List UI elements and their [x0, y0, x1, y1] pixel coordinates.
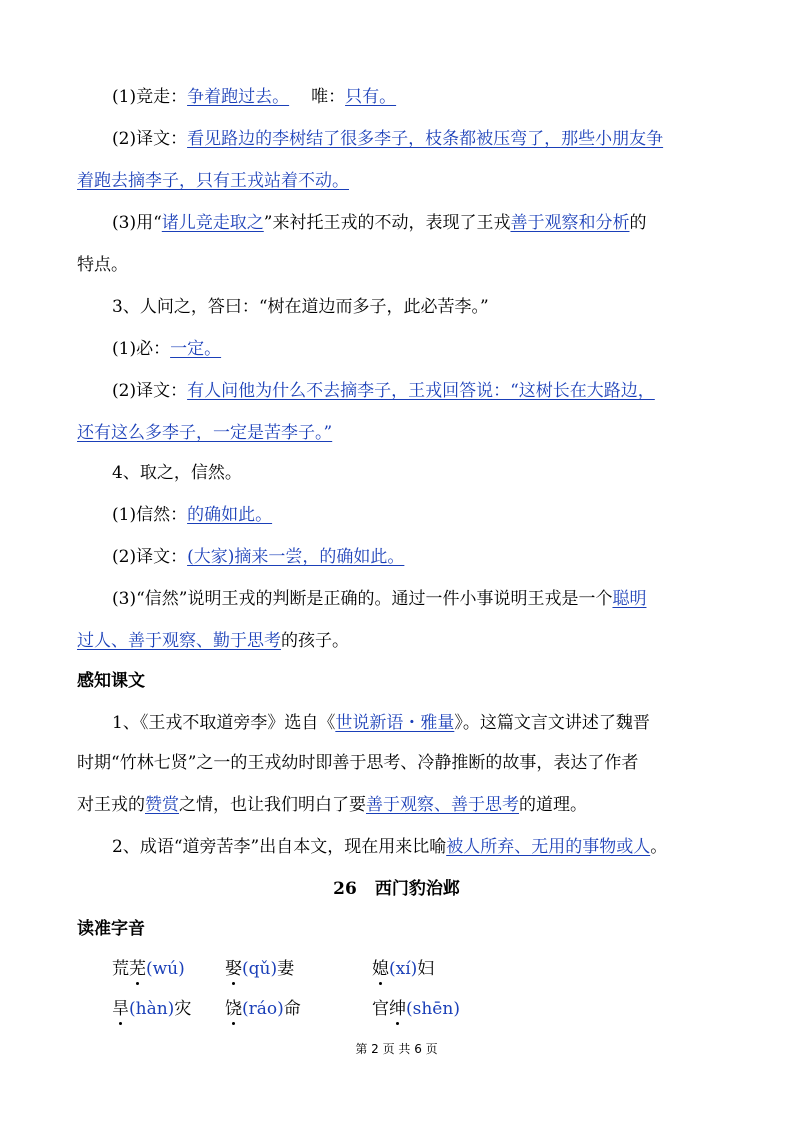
answer-text: 看见路边的李树结了很多李子，枝条都被压弯了，那些小朋友争 — [187, 129, 664, 149]
paragraph-1: 1、《王戎不取道旁李》选自《世说新语・雅量》。这篇文言文讲述了魏晋 — [112, 713, 650, 733]
translation-line: (2)译文：(大家)摘来一尝，的确如此。 — [112, 547, 405, 567]
answer-text: 有人问他为什么不去摘李子，王戎回答说：“这树长在大路边， — [187, 381, 655, 401]
answer-text: 争着跑过去。 — [187, 87, 290, 107]
translation-line: (2)译文：有人问他为什么不去摘李子，王戎回答说：“这树长在大路边， — [112, 381, 655, 401]
answer-line: (3)“信然”说明王戎的判断是正确的。通过一件小事说明王戎是一个聪明 — [112, 589, 647, 609]
page-footer: 第 2 页 共 6 页 — [355, 1042, 438, 1056]
lesson-title: 26 西门豹治邺 — [333, 879, 460, 899]
answer-text: 被人所弃、无用的事物或人 — [446, 837, 651, 857]
translation-line: (2)译文：看见路边的李树结了很多李子，枝条都被压弯了，那些小朋友争 — [112, 129, 664, 149]
answer-text: 只有。 — [345, 87, 397, 107]
answer-text: 世说新语・雅量 — [335, 713, 455, 733]
answer-line-3: (3)用“诸儿竞走取之”来衬托王戎的不动，表现了王戎善于观察和分析的 — [112, 213, 647, 233]
section-heading: 读准字音 — [77, 919, 145, 939]
answer-text: 一定。 — [170, 339, 222, 359]
answer-text: 善于观察、善于思考 — [366, 795, 519, 815]
pronunciation-item: 荒芜(wú) — [112, 956, 185, 982]
pronunciation-item: 娶(qǔ)妻 — [225, 956, 294, 982]
answer-text: 着跑去摘李子，只有王戎站着不动。 — [77, 171, 349, 191]
answer-line-1: (1)竞走：争着跑过去。 唯：只有。 — [112, 87, 397, 107]
question-4: 4、取之，信然。 — [112, 463, 242, 483]
answer-text: 还有这么多李子，一定是苦李子。” — [77, 423, 333, 443]
answer-text: 聪明 — [612, 589, 647, 609]
answer-text: 过人、善于观察、勤于思考 — [77, 631, 281, 651]
translation-line-cont — [77, 168, 717, 194]
paragraph-1-cont: 对王戎的赞赏之情，也让我们明白了要善于观察、善于思考的道理。 — [77, 795, 587, 815]
pronunciation-item: 媳(xí)妇 — [372, 956, 434, 982]
section-heading: 感知课文 — [77, 671, 145, 691]
pronunciation-item: 官绅(shēn) — [372, 996, 460, 1022]
answer-text: 赞赏 — [145, 795, 179, 815]
answer-line-3-cont: 特点。 — [77, 255, 128, 275]
answer-text: 诸儿竞走取之 — [161, 213, 264, 233]
answer-line-cont: 过人、善于观察、勤于思考的孩子。 — [77, 631, 349, 651]
answer-line: (1)信然：的确如此。 — [112, 505, 273, 525]
answer-text: 的确如此。 — [187, 505, 273, 525]
translation-line-cont — [77, 420, 717, 446]
answer-line: (1)必：一定。 — [112, 339, 222, 359]
paragraph-1-cont: 时期“竹林七贤”之一的王戎幼时即善于思考、冷静推断的故事，表达了作者 — [77, 753, 639, 773]
answer-text: 善于观察和分析 — [510, 213, 630, 233]
answer-text: (大家)摘来一尝，的确如此。 — [187, 547, 405, 567]
pronunciation-item: 旱(hàn)灾 — [112, 996, 191, 1022]
question-3: 3、人问之，答曰：“树在道边而多子，此必苦李。” — [112, 297, 489, 317]
pronunciation-item: 饶(ráo)命 — [225, 996, 301, 1022]
paragraph-2: 2、成语“道旁苦李”出自本文，现在用来比喻被人所弃、无用的事物或人。 — [112, 837, 668, 857]
